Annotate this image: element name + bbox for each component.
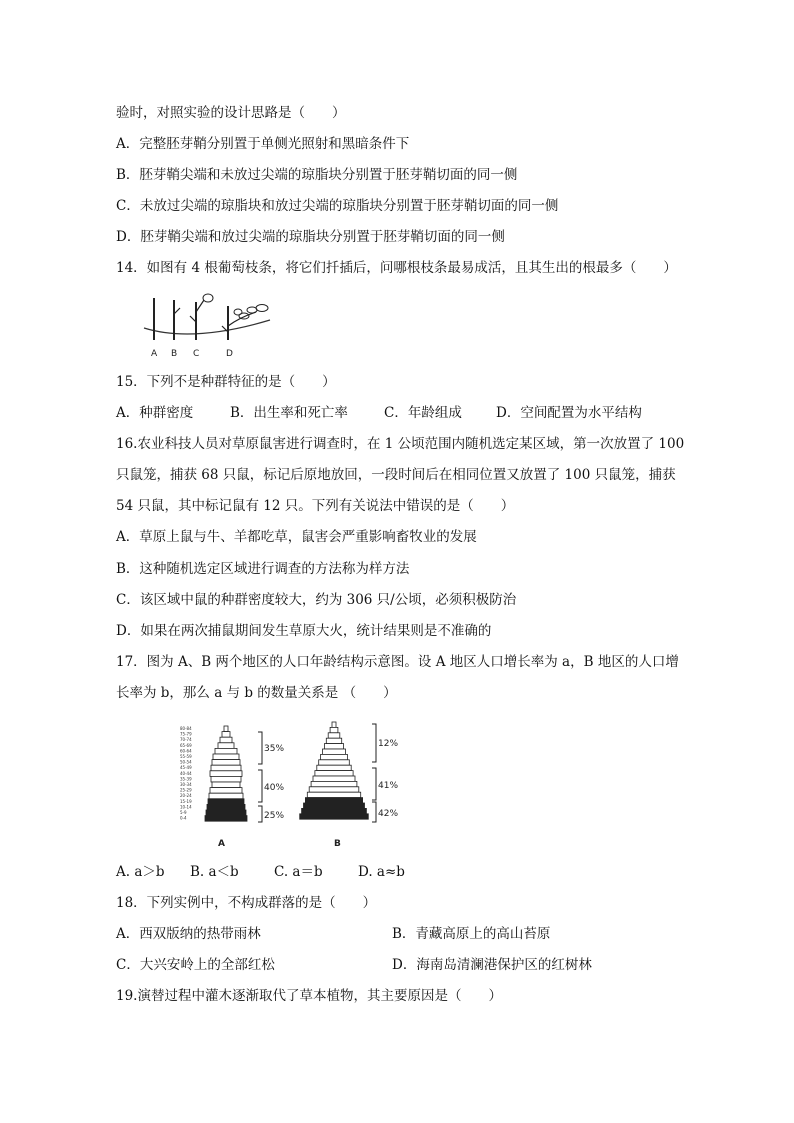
question-16-stem-line2: 只鼠笼，捕获 68 只鼠，标记后原地放回，一段时间后在相同位置又放置了 100 只鼠笼，捕获 — [116, 467, 676, 483]
b-bracket-label-old: 12% — [378, 739, 399, 749]
pyramid-b-bar — [332, 722, 336, 727]
pyramid-a-age-ticks — [180, 726, 192, 821]
question-15-stem: 15．下列不是种群特征的是（ ） — [116, 374, 336, 390]
q18-options-row1 — [116, 924, 736, 944]
q16-option-c: C．该区域中鼠的种群密度较大，约为 306 只/公顷，必须积极防治 — [116, 592, 517, 608]
q17-option-b: B. a＜b — [190, 864, 239, 880]
pyramid-a-age-tick: 60-64 — [180, 748, 192, 754]
pyramid-a-age-tick: 70-74 — [180, 737, 192, 743]
grape-cuttings-figure — [140, 292, 275, 360]
pyramid-a-bar — [212, 782, 240, 788]
pyramid-b-bar — [319, 760, 350, 765]
cutting-label-b: B — [171, 349, 178, 359]
pyramid-a-age-tick: 55-59 — [180, 754, 192, 759]
pyramid-a-age-tick: 35-39 — [180, 776, 192, 782]
q16-option-b: B．这种随机选定区域进行调查的方法称为样方法 — [116, 561, 410, 577]
pyramid-a-bar — [207, 804, 245, 810]
pyramid-b-bar — [323, 749, 346, 754]
q18-option-b: B．青藏高原上的高山苔原 — [392, 926, 551, 942]
pyramid-a-age-tick: 10-14 — [180, 804, 192, 810]
pyramid-a-bar — [205, 816, 247, 822]
pyramid-b-bar — [317, 765, 351, 770]
q17-options — [116, 862, 516, 882]
question-17-stem-line2: 长率为 b，那么 a 与 b 的数量关系是 （ ） — [116, 685, 397, 701]
pyramid-a-bar — [211, 765, 241, 771]
pyramid-b-bar — [324, 744, 343, 749]
pyramid-b-bar — [305, 798, 362, 803]
q13-option-d: D．胚芽鞘尖端和放过尖端的琼脂块分别置于胚芽鞘切面的同一侧 — [116, 229, 505, 245]
pyramid-label-a: A — [218, 839, 225, 849]
q15-option-a: A．种群密度 — [116, 405, 194, 421]
pyramid-a-age-tick: 5-9 — [180, 810, 187, 815]
pyramid-a-bar — [222, 732, 230, 738]
q15-options — [116, 403, 736, 423]
pyramid-b-bar — [304, 803, 365, 808]
pyramid-a-bar — [211, 776, 241, 782]
a-bracket-label-old: 35% — [264, 744, 285, 754]
pyramid-a-age-tick: 25-29 — [180, 787, 192, 793]
q18-option-c: C．大兴安岭上的全部红松 — [116, 957, 275, 973]
q18-option-d: D．海南岛清澜港保护区的红树林 — [392, 957, 592, 973]
q15-option-c: C．年龄组成 — [384, 405, 462, 421]
pyramid-a-bar — [206, 810, 246, 816]
pyramid-b-bar — [313, 776, 355, 781]
pyramid-b-bar — [309, 787, 359, 792]
pyramid-a-bar — [208, 799, 244, 805]
question-19-stem: 19.演替过程中灌木逐渐取代了草本植物，其主要原因是（ ） — [116, 988, 502, 1004]
question-17-stem-line1: 17．图为 A、B 两个地区的人口年龄结构示意图。设 A 地区人口增长率为 a，B 地区的人口增 — [116, 654, 679, 670]
pyramid-b-bar — [302, 808, 367, 813]
pyramid-a-age-tick: 80-84 — [180, 726, 192, 731]
pyramid-b-bar — [326, 738, 341, 743]
pyramid-a-age-tick: 50-54 — [180, 759, 192, 765]
question-13-stem-continued: 验时，对照实验的设计思路是（ ） — [116, 105, 346, 121]
pyramid-b-bar — [328, 733, 340, 738]
pyramid-a-age-tick: 0-4 — [180, 815, 187, 821]
b-bracket-label-middle: 41% — [378, 781, 399, 791]
pyramid-b-bar — [321, 754, 348, 759]
pyramid-b-bar — [315, 771, 353, 776]
question-16-stem-line1: 16.农业科技人员对草原鼠害进行调查时，在 1 公顷范围内随机选定某区域，第一次放置了 100 — [116, 436, 685, 452]
pyramid-a-bar — [210, 771, 242, 777]
q17-option-c: C. a＝b — [274, 864, 323, 880]
pyramid-a-age-tick: 75-79 — [180, 731, 192, 737]
question-18-stem: 18．下列实例中，不构成群落的是（ ） — [116, 895, 377, 911]
a-bracket-label-middle: 40% — [264, 783, 285, 793]
pyramid-a-bar — [209, 793, 243, 799]
pyramid-b-bar — [307, 792, 360, 797]
q15-option-b: B．出生率和死亡率 — [230, 405, 348, 421]
pyramid-a-age-tick: 15-19 — [180, 798, 192, 804]
q18-options-row2 — [116, 955, 736, 975]
pyramid-a-bar — [218, 743, 234, 749]
pyramid-a-age-tick: 20-24 — [180, 793, 192, 799]
cutting-label-a: A — [151, 349, 158, 359]
q13-option-c: C．未放过尖端的琼脂块和放过尖端的琼脂块分别置于胚芽鞘切面的同一侧 — [116, 198, 559, 214]
b-bracket-label-young: 42% — [378, 809, 399, 819]
pyramid-b-bar — [311, 781, 357, 786]
q13-option-b: B．胚芽鞘尖端和未放过尖端的琼脂块分别置于胚芽鞘切面的同一侧 — [116, 167, 518, 183]
pyramid-a-age-tick: 40-44 — [180, 770, 192, 776]
a-bracket-label-young: 25% — [264, 811, 285, 821]
pyramid-a-bar — [212, 760, 240, 766]
cutting-label-c: C — [193, 349, 200, 359]
pyramid-a-bar — [220, 737, 232, 743]
pyramid-a — [205, 726, 247, 821]
q17-option-a: A. a＞b — [116, 864, 165, 880]
q13-option-a: A．完整胚芽鞘分别置于单侧光照射和黑暗条件下 — [116, 136, 410, 152]
q15-option-d: D．空间配置为水平结构 — [496, 405, 642, 421]
population-pyramids-figure — [176, 718, 416, 850]
pyramid-a-age-tick: 65-69 — [180, 742, 192, 748]
pyramid-a-bar — [215, 748, 237, 754]
q16-option-d: D．如果在两次捕鼠期间发生草原大火，统计结果则是不准确的 — [116, 623, 492, 639]
question-16-stem-line3: 54 只鼠，其中标记鼠有 12 只。下列有关说法中错误的是（ ） — [116, 498, 515, 514]
pyramid-a-bar — [224, 726, 228, 732]
q18-option-a: A．西双版纳的热带雨林 — [116, 926, 261, 942]
pyramid-a-bar — [213, 754, 239, 760]
pyramid-a-bar — [210, 788, 242, 794]
pyramid-b-bar — [300, 814, 369, 819]
q16-option-a: A．草原上鼠与牛、羊都吃草，鼠害会严重影响畜牧业的发展 — [116, 529, 477, 545]
pyramid-b-bar — [330, 727, 338, 732]
pyramid-b — [300, 722, 369, 819]
question-14-stem: 14．如图有 4 根葡萄枝条，将它们扦插后，问哪根枝条最易成活，且其生出的根最多（ ） — [116, 260, 677, 276]
pyramid-a-age-tick: 45-49 — [180, 765, 192, 771]
pyramid-label-b: B — [334, 839, 341, 849]
q17-option-d: D. a≈b — [358, 864, 405, 880]
pyramid-a-age-tick: 30-34 — [180, 782, 192, 787]
cutting-label-d: D — [226, 349, 233, 359]
